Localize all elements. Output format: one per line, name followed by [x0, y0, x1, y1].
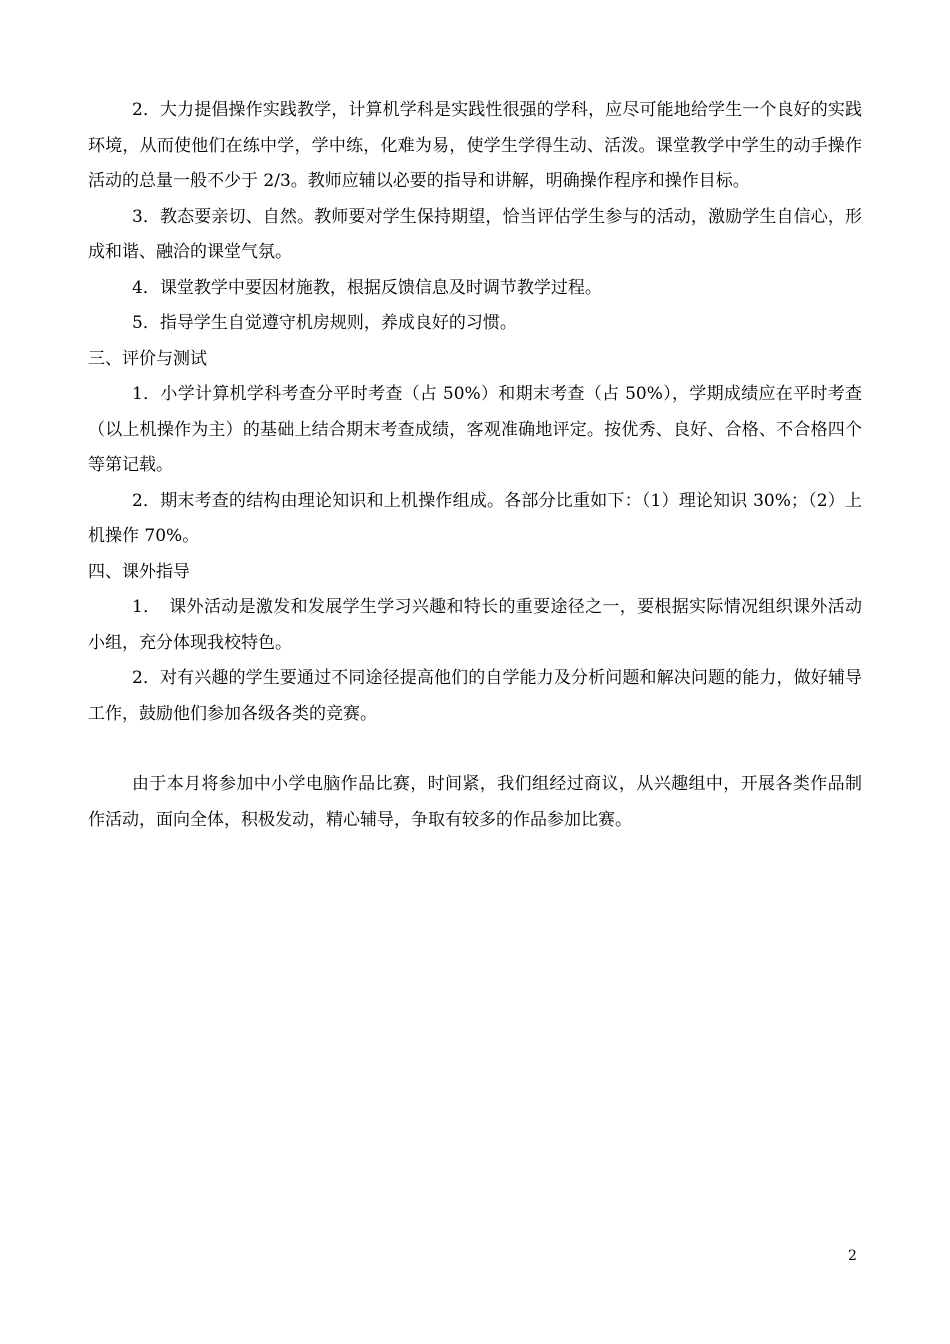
page-number: 2	[848, 1248, 857, 1264]
paragraph-item-4: 4．课堂教学中要因材施教，根据反馈信息及时调节教学过程。	[132, 277, 602, 298]
document-body	[88, 93, 862, 838]
section-heading-extracurricular: 四、课外指导	[88, 561, 190, 582]
paragraph-evaluation-1: 1．小学计算机学科考查分平时考查（占 50%）和期末考查（占 50%），学期成绩应在平时考查（以上机操作为主）的基础上结合期末考查成绩，客观准确地评定。按优秀、良好、合格、不合格四个等第记载。	[88, 384, 862, 475]
paragraph-competition-note: 由于本月将参加中小学电脑作品比赛，时间紧，我们组经过商议，从兴趣组中，开展各类作品制作活动，面向全体，积极发动，精心辅导，争取有较多的作品参加比赛。	[88, 774, 862, 830]
section-heading-evaluation: 三、评价与测试	[88, 348, 207, 369]
blank-line	[88, 732, 862, 767]
paragraph-item-5: 5．指导学生自觉遵守机房规则，养成良好的习惯。	[132, 313, 517, 333]
paragraph-evaluation-2: 2．期末考查的结构由理论知识和上机操作组成。各部分比重如下：（1）理论知识 30%；（2）上机操作 70%。	[88, 490, 862, 546]
paragraph-item-2: 2．大力提倡操作实践教学，计算机学科是实践性很强的学科，应尽可能地给学生一个良好的实践环境，从而使他们在练中学，学中练，化难为易，使学生学得生动、活泼。课堂教学中学生的动手操作活动的总量一般不少于 2/3。教师应辅以必要的指导和讲解，明确操作程序和操作目标。	[88, 100, 862, 191]
paragraph-extracurricular-1: 1． 课外活动是激发和发展学生学习兴趣和特长的重要途径之一，要根据实际情况组织课外活动小组，充分体现我校特色。	[88, 597, 862, 653]
paragraph-item-3: 3．教态要亲切、自然。教师要对学生保持期望，恰当评估学生参与的活动，激励学生自信心，形成和谐、融洽的课堂气氛。	[88, 206, 862, 262]
paragraph-extracurricular-2: 2．对有兴趣的学生要通过不同途径提高他们的自学能力及分析问题和解决问题的能力，做好辅导工作，鼓励他们参加各级各类的竞赛。	[88, 668, 862, 724]
